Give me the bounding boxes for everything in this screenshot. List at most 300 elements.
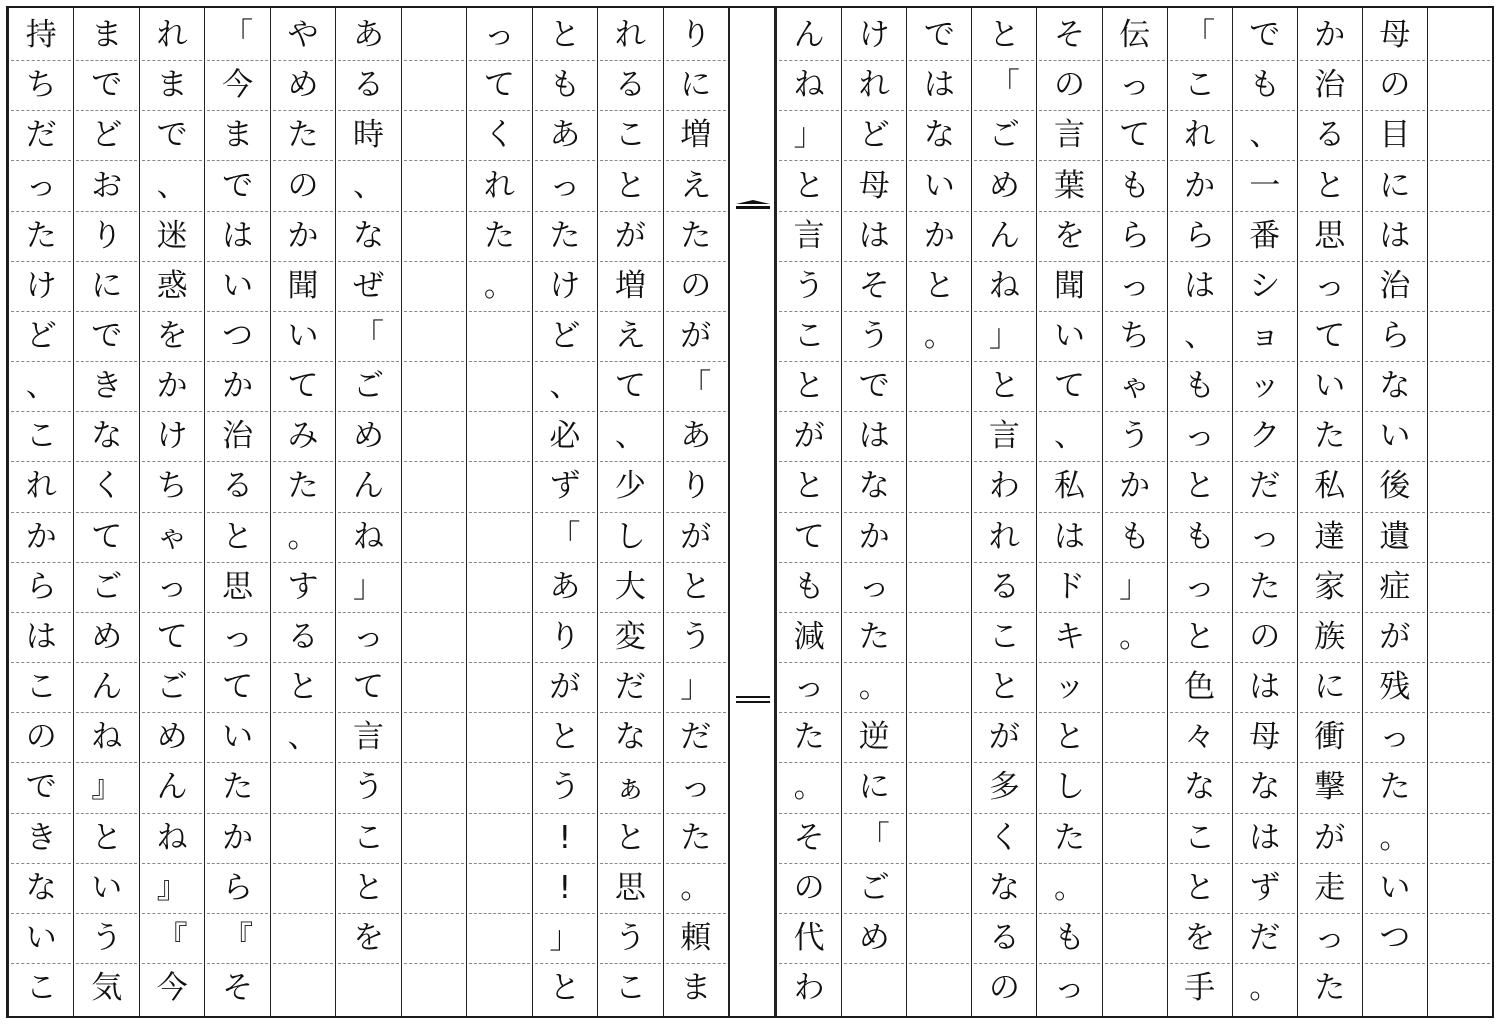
manuscript-cell [1430, 462, 1490, 512]
manuscript-cell: ッ [1039, 663, 1099, 713]
manuscript-cell: れ [469, 161, 529, 211]
manuscript-cell: 私 [1300, 462, 1360, 512]
manuscript-cell: の [666, 262, 726, 312]
manuscript-cell [909, 462, 969, 512]
manuscript-cell: か [207, 814, 267, 864]
manuscript-cell: 色 [1170, 663, 1230, 713]
manuscript-cell: 代 [779, 914, 839, 964]
manuscript-cell [1430, 563, 1490, 613]
manuscript-cell: め [273, 61, 333, 111]
manuscript-cell [404, 212, 464, 262]
manuscript-cell [469, 814, 529, 864]
manuscript-cell: た [666, 814, 726, 864]
manuscript-cell [469, 763, 529, 813]
manuscript-cell: 大 [600, 563, 660, 613]
manuscript-cell: ね [779, 61, 839, 111]
manuscript-cell [469, 362, 529, 412]
manuscript-cell: 治 [207, 412, 267, 462]
manuscript-cell: 。 [844, 663, 904, 713]
manuscript-cell: 。 [469, 262, 529, 312]
manuscript-cell: 「 [535, 513, 595, 563]
manuscript-cell: で [1235, 11, 1295, 61]
manuscript-cell [909, 563, 969, 613]
manuscript-cell [1430, 713, 1490, 763]
manuscript-cell: 時 [338, 111, 398, 161]
manuscript-cell [338, 964, 398, 1013]
manuscript-cell: 「 [338, 312, 398, 362]
manuscript-cell: も [535, 61, 595, 111]
left-page-column [335, 8, 400, 1016]
manuscript-cell: い [1365, 864, 1425, 914]
manuscript-cell: が [600, 212, 660, 262]
manuscript-cell: で [909, 11, 969, 61]
manuscript-cell: 」 [666, 663, 726, 713]
manuscript-cell: で [11, 763, 71, 813]
manuscript-cell: こ [25, 970, 57, 1007]
manuscript-cell: と [1300, 161, 1360, 211]
manuscript-cell: 撃 [1300, 763, 1360, 813]
manuscript-cell: り [76, 212, 136, 262]
manuscript-cell [404, 713, 464, 763]
right-page-column [1362, 8, 1427, 1016]
manuscript-cell: と [600, 161, 660, 211]
manuscript-cell [404, 412, 464, 462]
manuscript-cell: は [1365, 212, 1425, 262]
manuscript-cell: た [469, 212, 529, 262]
manuscript-cell: ね [974, 262, 1034, 312]
manuscript-cell: 』 [142, 864, 202, 914]
manuscript-cell: ぁ [600, 763, 660, 813]
manuscript-cell [1105, 964, 1165, 1013]
manuscript-cell: 」 [1105, 563, 1165, 613]
manuscript-cell: ら [1365, 312, 1425, 362]
manuscript-cell: 多 [974, 763, 1034, 813]
manuscript-cell [1105, 814, 1165, 864]
manuscript-cell: に [1300, 663, 1360, 713]
manuscript-cell: と [549, 970, 581, 1007]
manuscript-cell: ま [142, 61, 202, 111]
manuscript-cell: た [1314, 970, 1346, 1007]
manuscript-cell [469, 613, 529, 663]
manuscript-cell: け [142, 412, 202, 462]
manuscript-cell: っ [1170, 412, 1230, 462]
manuscript-cell: ず [1235, 864, 1295, 914]
manuscript-cell: っ [1053, 970, 1085, 1007]
manuscript-cell: ん [779, 11, 839, 61]
manuscript-cell: が [535, 663, 595, 713]
manuscript-cell: ら [1105, 212, 1165, 262]
manuscript-cell: そ [779, 814, 839, 864]
manuscript-cell [1105, 864, 1165, 914]
manuscript-cell: く [469, 111, 529, 161]
manuscript-cell: 聞 [273, 262, 333, 312]
manuscript-cell: も [1235, 61, 1295, 111]
manuscript-cell: く [76, 462, 136, 512]
manuscript-cell [469, 914, 529, 964]
manuscript-cell: に [666, 61, 726, 111]
manuscript-cell: る [273, 613, 333, 663]
manuscript-cell [404, 312, 464, 362]
manuscript-cell: た [273, 462, 333, 512]
manuscript-cell: ご [844, 864, 904, 914]
manuscript-cell: 、 [142, 161, 202, 211]
manuscript-cell: お [76, 161, 136, 211]
manuscript-cell [404, 563, 464, 613]
manuscript-cell: ま [76, 11, 136, 61]
manuscript-cell [1105, 663, 1165, 713]
manuscript-cell: っ [1235, 513, 1295, 563]
manuscript-cell: が [974, 713, 1034, 763]
manuscript-cell: 「 [207, 11, 267, 61]
manuscript-cell: 残 [1365, 663, 1425, 713]
manuscript-cell: と [535, 713, 595, 763]
manuscript-cell: 今 [156, 970, 188, 1007]
manuscript-cell: 増 [666, 111, 726, 161]
manuscript-cell: の [1365, 61, 1425, 111]
manuscript-cell: て [469, 61, 529, 111]
manuscript-cell: こ [11, 412, 71, 462]
manuscript-cell [469, 864, 529, 914]
manuscript-cell: 言 [974, 412, 1034, 462]
manuscript-cell [909, 964, 969, 1013]
manuscript-cell: 目 [1365, 111, 1425, 161]
manuscript-cell [469, 713, 529, 763]
manuscript-cell: 衝 [1300, 713, 1360, 763]
manuscript-cell: 、 [1235, 111, 1295, 161]
manuscript-cell: て [600, 362, 660, 412]
manuscript-cell: 遺 [1365, 513, 1425, 563]
manuscript-cell: ね [338, 513, 398, 563]
manuscript-cell [909, 763, 969, 813]
manuscript-cell: だ [1235, 462, 1295, 512]
manuscript-cell: の [1039, 61, 1099, 111]
manuscript-cell [273, 864, 333, 914]
manuscript-cell [404, 914, 464, 964]
manuscript-cell: っ [142, 563, 202, 613]
manuscript-cell: 家 [1300, 563, 1360, 613]
manuscript-cell [404, 814, 464, 864]
manuscript-cell: な [1235, 763, 1295, 813]
manuscript-cell: と [1170, 864, 1230, 914]
manuscript-cell [273, 814, 333, 864]
manuscript-cell: め [844, 914, 904, 964]
manuscript-cell: こ [1170, 814, 1230, 864]
manuscript-cell: の [779, 864, 839, 914]
right-page-column [1232, 8, 1297, 1016]
manuscript-cell [469, 964, 529, 1013]
manuscript-cell: 」 [535, 914, 595, 964]
manuscript-cell: と [1170, 613, 1230, 663]
manuscript-cell: ぜ [338, 262, 398, 312]
manuscript-cell: な [11, 864, 71, 914]
manuscript-cell: が [779, 412, 839, 462]
manuscript-cell: 「 [844, 814, 904, 864]
manuscript-cell: 「 [974, 61, 1034, 111]
manuscript-cell: り [535, 613, 595, 663]
manuscript-cell: す [273, 563, 333, 613]
manuscript-cell: け [844, 11, 904, 61]
right-page-column [776, 8, 841, 1016]
manuscript-cell: が [666, 312, 726, 362]
manuscript-cell: い [207, 262, 267, 312]
manuscript-cell: 気 [91, 970, 123, 1007]
manuscript-cell: は [1170, 262, 1230, 312]
manuscript-cell: 逆 [844, 713, 904, 763]
manuscript-cell: な [76, 412, 136, 462]
manuscript-cell: 族 [1300, 613, 1360, 663]
manuscript-cell: う [76, 914, 136, 964]
manuscript-cell [909, 412, 969, 462]
manuscript-cell: 一 [1235, 161, 1295, 211]
manuscript-cell [1430, 312, 1490, 362]
manuscript-cell: う [535, 763, 595, 813]
manuscript-cell: っ [666, 763, 726, 813]
manuscript-cell: こ [11, 663, 71, 713]
manuscript-cell: き [76, 362, 136, 412]
manuscript-cell: 、 [11, 362, 71, 412]
manuscript-cell: 、 [1039, 412, 1099, 462]
left-page-column [270, 8, 335, 1016]
manuscript-cell: に [76, 262, 136, 312]
manuscript-cell: め [76, 613, 136, 663]
manuscript-cell: わ [793, 970, 825, 1007]
manuscript-cell: 番 [1235, 212, 1295, 262]
manuscript-cell: う [338, 763, 398, 813]
manuscript-cell: 惑 [142, 262, 202, 312]
manuscript-cell [469, 563, 529, 613]
manuscript-cell: 少 [600, 462, 660, 512]
manuscript-cell: っ [1105, 262, 1165, 312]
manuscript-cell: 後 [1365, 462, 1425, 512]
manuscript-cell: え [666, 161, 726, 211]
manuscript-cell: る [974, 914, 1034, 964]
manuscript-cell: れ [142, 11, 202, 61]
right-page [776, 8, 1492, 1016]
manuscript-cell [909, 864, 969, 914]
manuscript-cell: な [338, 212, 398, 262]
manuscript-cell: そ [844, 262, 904, 312]
manuscript-cell: 思 [207, 563, 267, 613]
manuscript-cell: は [1235, 663, 1295, 713]
manuscript-cell: で [844, 362, 904, 412]
manuscript-cell: も [1170, 513, 1230, 563]
manuscript-cell: ゃ [142, 513, 202, 563]
manuscript-cell [1430, 11, 1490, 61]
manuscript-cell: け [535, 262, 595, 312]
manuscript-cell: で [76, 61, 136, 111]
manuscript-cell: 必 [535, 412, 595, 462]
manuscript-cell: っ [338, 613, 398, 663]
manuscript-cell [404, 61, 464, 111]
manuscript-cell: を [1170, 914, 1230, 964]
manuscript-cell: を [338, 914, 398, 964]
manuscript-cell: た [1300, 412, 1360, 462]
manuscript-cell [469, 312, 529, 362]
manuscript-cell: も [1039, 914, 1099, 964]
manuscript-cell [909, 663, 969, 713]
manuscript-cell: そ [1039, 11, 1099, 61]
manuscript-cell: な [600, 713, 660, 763]
manuscript-cell: と [974, 11, 1034, 61]
manuscript-cell: は [207, 212, 267, 262]
manuscript-cell: シ [1235, 262, 1295, 312]
manuscript-cell: 達 [1300, 513, 1360, 563]
manuscript-cell: と [535, 11, 595, 61]
manuscript-sheet [6, 6, 1494, 1018]
manuscript-cell: え [600, 312, 660, 362]
manuscript-cell: た [535, 212, 595, 262]
manuscript-cell: か [11, 513, 71, 563]
manuscript-cell: て [779, 513, 839, 563]
manuscript-cell [1430, 763, 1490, 813]
manuscript-cell: 「 [666, 362, 726, 412]
manuscript-cell: い [11, 914, 71, 964]
manuscript-cell [469, 462, 529, 512]
manuscript-cell [404, 462, 464, 512]
manuscript-cell: る [974, 563, 1034, 613]
manuscript-cell: め [974, 161, 1034, 211]
manuscript-cell: ご [76, 563, 136, 613]
manuscript-cell [273, 763, 333, 813]
manuscript-cell: ゃ [1105, 362, 1165, 412]
manuscript-cell [404, 513, 464, 563]
manuscript-cell [469, 663, 529, 713]
manuscript-cell: う [844, 312, 904, 362]
manuscript-cell: と [338, 864, 398, 914]
manuscript-cell: が [1300, 814, 1360, 864]
manuscript-cell: 、 [1170, 312, 1230, 362]
manuscript-cell: の [273, 161, 333, 211]
manuscript-cell: う [666, 613, 726, 663]
manuscript-cell: れ [974, 513, 1034, 563]
manuscript-cell: る [338, 61, 398, 111]
manuscript-cell: を [1039, 212, 1099, 262]
manuscript-cell: な [974, 864, 1034, 914]
manuscript-cell: こ [338, 814, 398, 864]
manuscript-cell: 々 [1170, 713, 1230, 763]
manuscript-cell: と [779, 161, 839, 211]
manuscript-cell: と [1039, 713, 1099, 763]
manuscript-cell: 変 [600, 613, 660, 663]
manuscript-cell: と [273, 663, 333, 713]
manuscript-cell: ど [535, 312, 595, 362]
manuscript-cell: 。 [779, 763, 839, 813]
manuscript-cell: の [988, 970, 1020, 1007]
manuscript-cell: も [779, 563, 839, 613]
manuscript-cell [1430, 262, 1490, 312]
center-gutter [728, 8, 776, 1016]
left-page-column [73, 8, 138, 1016]
manuscript-cell: は [1039, 513, 1099, 563]
manuscript-cell: 、 [600, 412, 660, 462]
manuscript-cell: っ [469, 11, 529, 61]
manuscript-cell [1430, 864, 1490, 914]
manuscript-cell: て [338, 663, 398, 713]
left-page-column [466, 8, 531, 1016]
manuscript-cell: 走 [1300, 864, 1360, 914]
manuscript-cell: れ [11, 462, 71, 512]
manuscript-cell: 。 [909, 312, 969, 362]
left-page [8, 8, 728, 1016]
manuscript-cell: ッ [1235, 362, 1295, 412]
manuscript-cell [404, 613, 464, 663]
manuscript-cell: た [844, 613, 904, 663]
manuscript-cell: そ [222, 970, 254, 1007]
manuscript-cell: て [1105, 111, 1165, 161]
manuscript-cell: 葉 [1039, 161, 1099, 211]
manuscript-cell: 伝 [1105, 11, 1165, 61]
manuscript-cell: た [11, 212, 71, 262]
manuscript-cell [1105, 763, 1165, 813]
right-page-column [1036, 8, 1101, 1016]
manuscript-cell: か [844, 513, 904, 563]
manuscript-cell: ま [207, 111, 267, 161]
manuscript-cell: め [338, 412, 398, 462]
manuscript-cell: は [844, 212, 904, 262]
manuscript-cell: 。 [1365, 814, 1425, 864]
manuscript-cell: か [1105, 462, 1165, 512]
manuscript-cell: う [1105, 412, 1165, 462]
manuscript-cell: あ [535, 111, 595, 161]
manuscript-cell: は [909, 61, 969, 111]
manuscript-cell: と [974, 362, 1034, 412]
manuscript-cell: あ [338, 11, 398, 61]
manuscript-cell: 。 [1039, 864, 1099, 914]
manuscript-cell: 治 [1300, 61, 1360, 111]
manuscript-cell: ね [76, 713, 136, 763]
manuscript-cell: ち [1105, 312, 1165, 362]
manuscript-cell: 治 [1365, 262, 1425, 312]
manuscript-cell: あ [535, 563, 595, 613]
manuscript-cell: も [1105, 161, 1165, 211]
manuscript-cell: て [207, 663, 267, 713]
manuscript-cell: る [600, 61, 660, 111]
manuscript-cell [909, 362, 969, 412]
manuscript-cell: れ [600, 11, 660, 61]
manuscript-cell: こ [1170, 61, 1230, 111]
manuscript-cell: た [1235, 563, 1295, 613]
manuscript-cell [1430, 412, 1490, 462]
manuscript-cell: と [76, 814, 136, 864]
manuscript-cell [404, 161, 464, 211]
manuscript-cell: り [666, 11, 726, 61]
manuscript-cell [273, 914, 333, 964]
manuscript-cell: め [142, 713, 202, 763]
manuscript-cell: は [11, 613, 71, 663]
manuscript-cell: か [1300, 11, 1360, 61]
manuscript-cell: い [909, 161, 969, 211]
manuscript-cell: ク [1235, 412, 1295, 462]
manuscript-cell: 」 [974, 312, 1034, 362]
right-page-column [1427, 8, 1492, 1016]
manuscript-cell: っ [535, 161, 595, 211]
manuscript-cell: ん [76, 663, 136, 713]
manuscript-cell [909, 814, 969, 864]
manuscript-cell: と [207, 513, 267, 563]
left-page-column [8, 8, 73, 1016]
manuscript-cell [404, 763, 464, 813]
manuscript-cell: 持 [11, 11, 71, 61]
manuscript-cell [1430, 212, 1490, 262]
left-page-column [532, 8, 597, 1016]
manuscript-cell: も [1170, 362, 1230, 412]
manuscript-cell [909, 613, 969, 663]
manuscript-cell [1430, 61, 1490, 111]
manuscript-cell [1430, 111, 1490, 161]
manuscript-cell: ! [535, 814, 595, 864]
manuscript-cell: 。 [273, 513, 333, 563]
manuscript-cell: こ [779, 312, 839, 362]
